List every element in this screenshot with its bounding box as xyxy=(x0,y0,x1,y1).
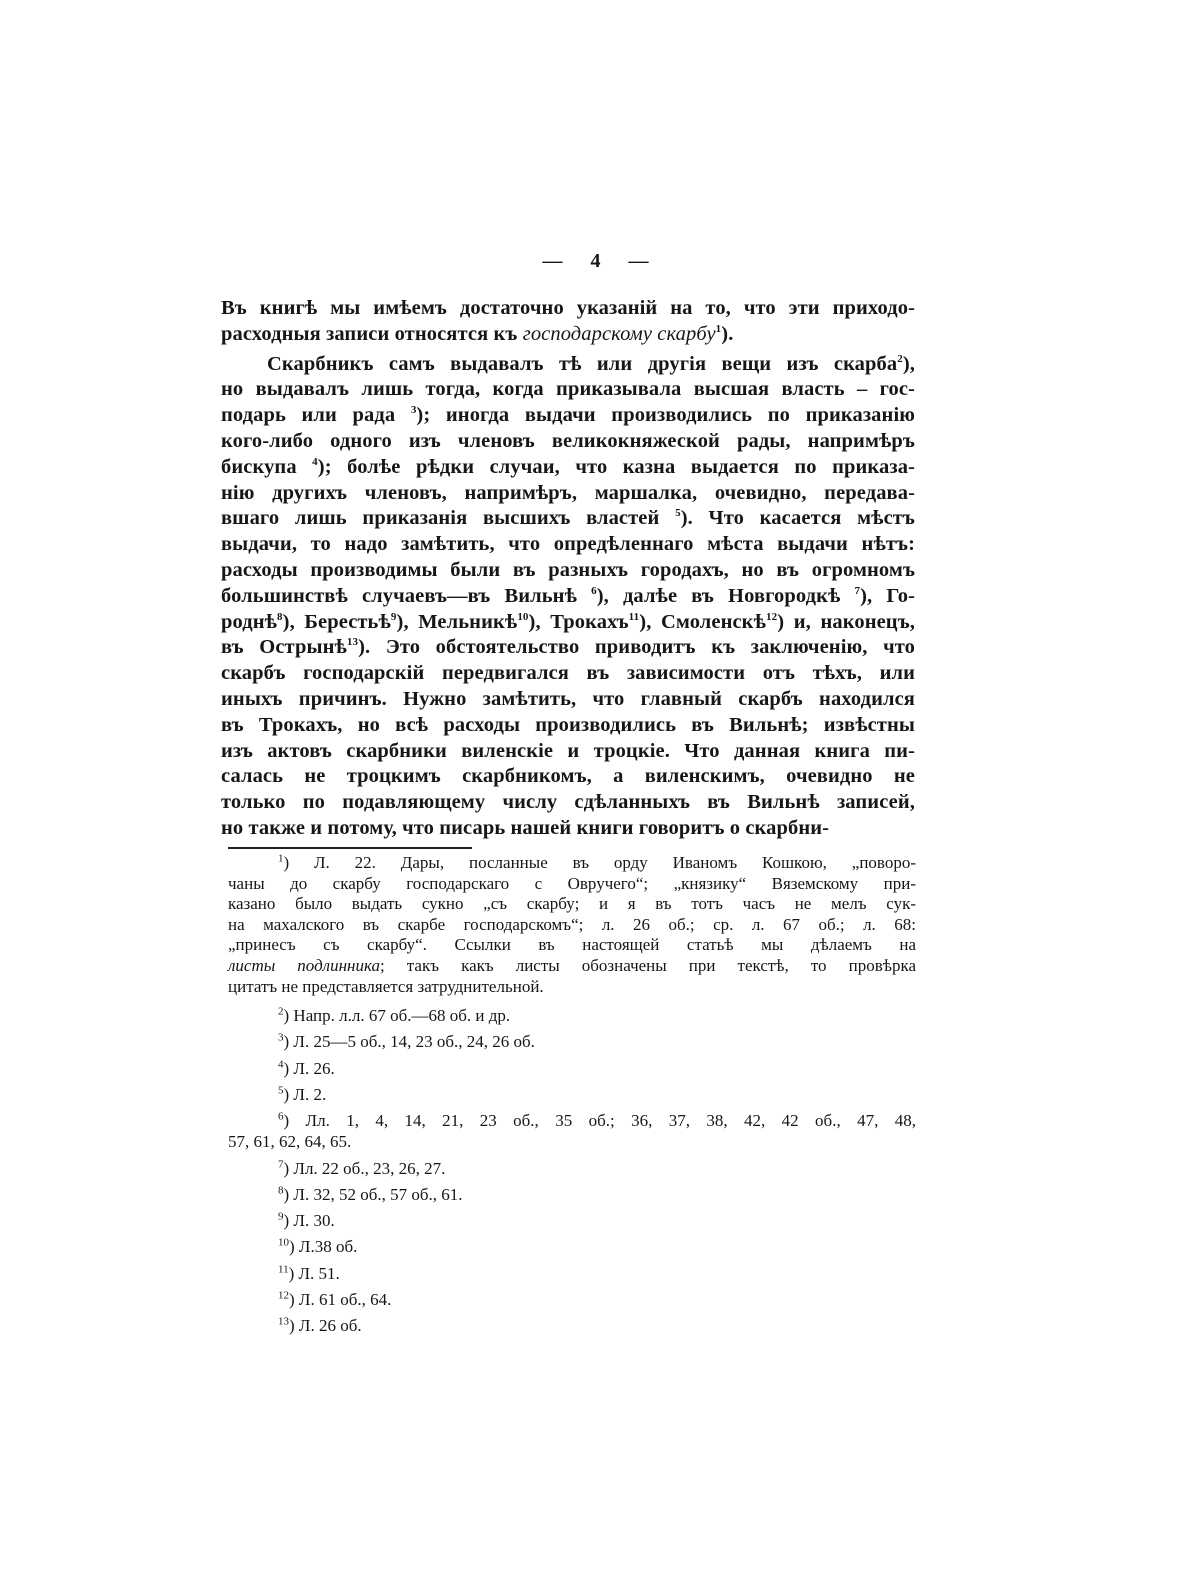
text-line xyxy=(221,790,915,816)
footnote-3 xyxy=(228,1029,916,1055)
footnote-text: ) Л. 30. xyxy=(283,1211,335,1231)
footnote-marker: 9 xyxy=(278,1210,284,1223)
text-run: Въ книгѣ мы имѣемъ достаточно указаній на то, что эти приходо- xyxy=(221,297,915,319)
text-line xyxy=(221,481,915,507)
footnote-marker: 10 xyxy=(517,610,529,623)
text-line xyxy=(221,352,915,378)
footnote-marker: 13 xyxy=(278,1315,289,1328)
text-run: ), Го- xyxy=(860,584,915,607)
text-run: бискупа xyxy=(221,455,313,478)
footnote-marker: 10 xyxy=(278,1236,289,1249)
footnote-line xyxy=(228,935,916,956)
footnote-line xyxy=(228,853,916,874)
text-run: въ Острынѣ xyxy=(221,636,347,659)
italic-text: господарскому скарбу xyxy=(522,322,716,345)
text-run: ), далѣе въ Новгородкѣ xyxy=(596,584,855,607)
footnote-9 xyxy=(228,1208,916,1234)
footnote-5 xyxy=(228,1082,916,1108)
text-line xyxy=(221,584,915,610)
text-line xyxy=(221,532,915,558)
text-line xyxy=(221,713,915,739)
text-run: выдачи, то надо замѣтить, что опредѣленнаго мѣста выдачи нѣтъ: xyxy=(221,533,915,556)
text-run: ; такъ какъ листы обозначены при текстѣ, то провѣрка xyxy=(380,955,916,975)
footnote-marker: 6 xyxy=(278,1110,284,1123)
footnote-marker: 4 xyxy=(312,455,318,468)
footnote-marker: 8 xyxy=(278,1184,284,1197)
text-run: подарь или рада xyxy=(221,404,411,427)
footnote-7 xyxy=(228,1156,916,1182)
footnote-12 xyxy=(228,1287,916,1313)
text-run: ) Лл. 1, 4, 14, 21, 23 об., 35 об.; 36, 37, 38, 42, 42 об., 47, 48, xyxy=(283,1111,916,1131)
footnote-8 xyxy=(228,1182,916,1208)
footnote-text: ) Л. 25—5 об., 14, 23 об., 24, 26 об. xyxy=(283,1032,535,1052)
footnote-line xyxy=(228,1132,916,1153)
dash: — xyxy=(628,250,649,272)
footnote-marker: 9 xyxy=(390,610,397,623)
footnote-marker: 6 xyxy=(591,584,597,597)
text-line xyxy=(221,455,915,481)
page-header xyxy=(0,250,1191,273)
footnote-text: ) Л. 32, 52 об., 57 об., 61. xyxy=(283,1184,463,1204)
text-run: ) и, наконецъ, xyxy=(777,610,915,633)
footnote-10 xyxy=(228,1234,916,1260)
footnote-text: ) Напр. л.л. 67 об.—68 об. и др. xyxy=(283,1006,511,1026)
footnote-line xyxy=(228,977,916,998)
text-line xyxy=(221,322,915,348)
text-run: ). xyxy=(721,322,734,345)
text-run: ), Смоленскѣ xyxy=(639,610,767,633)
footnote-marker: 3 xyxy=(278,1031,284,1044)
text-line xyxy=(221,558,915,584)
footnote-2 xyxy=(228,1003,916,1029)
footnote-4 xyxy=(228,1056,916,1082)
text-line xyxy=(221,429,915,455)
text-run: „принесъ съ скарбу“. Ссылки въ настоящей статьѣ мы дѣлаемъ на xyxy=(228,935,916,955)
text-run: ), Трокахъ xyxy=(528,610,629,633)
text-line xyxy=(221,610,915,636)
text-run: ), xyxy=(902,352,915,375)
footnote-line xyxy=(228,894,916,915)
text-run: 57, 61, 62, 64, 65. xyxy=(228,1131,352,1151)
footnote-divider xyxy=(228,847,472,849)
text-run: иныхъ причинъ. Нужно замѣтить, что главный скарбъ находился xyxy=(221,687,915,710)
footnote-1 xyxy=(228,853,916,997)
footnote-line xyxy=(228,956,916,977)
footnote-line xyxy=(228,915,916,936)
footnote-marker: 11 xyxy=(628,610,640,623)
footnote-line xyxy=(228,874,916,895)
text-run: ); болѣе рѣдки случаи, что казна выдается по приказа- xyxy=(317,455,915,478)
text-run: расходы производимы были въ разныхъ городахъ, но въ огромномъ xyxy=(221,558,915,581)
text-run: нію другихъ членовъ, напримѣръ, маршалка, очевидно, передава- xyxy=(221,481,915,504)
footnote-text: ) Л. 26 об. xyxy=(289,1316,362,1336)
footnote-marker: 12 xyxy=(278,1289,289,1302)
text-run: казано было выдать сукно „съ скарбу; и я въ тотъ часъ не мелъ сук- xyxy=(228,894,916,914)
text-run: ); иногда выдачи производились по приказанію xyxy=(416,404,915,427)
footnote-line xyxy=(228,1111,916,1132)
footnote-13 xyxy=(228,1313,916,1339)
footnote-marker: 7 xyxy=(854,584,861,597)
text-run: вшаго лишь приказанія высшихъ властей xyxy=(221,507,676,530)
footnote-text: ) Л. 2. xyxy=(283,1085,327,1105)
italic-text: листы подлинника xyxy=(228,955,380,975)
footnote-text: ) Л. 61 об., 64. xyxy=(289,1290,392,1310)
footnote-marker: 5 xyxy=(278,1084,284,1097)
text-line xyxy=(221,377,915,403)
text-line xyxy=(221,296,915,322)
text-run: салась не троцкимъ скарбникомъ, а виленскимъ, очевидно не xyxy=(221,765,915,788)
text-run: цитатъ не представляется затруднительной. xyxy=(228,976,544,996)
text-run: роднѣ xyxy=(221,610,278,633)
footnote-text: ) Л. 51. xyxy=(288,1263,340,1283)
footnote-text: ) Лл. 22 об., 23, 26, 27. xyxy=(283,1158,446,1178)
text-run: только по подавляющему числу сдѣланныхъ въ Вильнѣ записей, xyxy=(221,791,915,814)
text-run: расходныя записи относятся къ xyxy=(221,322,523,345)
text-run: ), Берестьѣ xyxy=(282,610,391,633)
text-line xyxy=(221,687,915,713)
text-run: чаны до скарбу господарскаго с Овручего“; „князику“ Вяземскому при- xyxy=(228,873,916,893)
footnote-marker: 2 xyxy=(278,1005,284,1018)
footnote-marker: 11 xyxy=(278,1263,289,1276)
footnote-text: ) Л. 26. xyxy=(283,1058,335,1078)
footnote-marker: 1 xyxy=(278,852,284,865)
text-run: ). Это обстоятельство приводитъ къ заключенію, что xyxy=(358,636,915,659)
body-text xyxy=(221,296,915,842)
text-run: но также и потому, что писарь нашей книги говоритъ о скарбни- xyxy=(221,816,830,839)
text-line xyxy=(221,403,915,429)
text-run: большинствѣ случаевъ—въ Вильнѣ xyxy=(221,584,592,607)
footnote-marker: 8 xyxy=(277,610,283,623)
page-number: 4 xyxy=(590,250,601,272)
footnote-marker: 13 xyxy=(346,636,359,649)
dash: — xyxy=(542,250,563,272)
text-run: ) Л. 22. Дары, посланные въ орду Иваномъ Кошкою, „поворо- xyxy=(283,853,916,872)
text-line xyxy=(221,635,915,661)
footnote-marker: 12 xyxy=(766,610,778,623)
footnote-marker: 4 xyxy=(278,1058,284,1071)
footnotes xyxy=(228,853,916,1340)
text-line xyxy=(221,739,915,765)
footnote-6 xyxy=(228,1111,916,1152)
text-run: ), Мельникѣ xyxy=(396,610,518,633)
footnote-marker: 5 xyxy=(675,507,681,520)
text-run: въ Трокахъ, но всѣ расходы производились въ Вильнѣ; извѣстны xyxy=(221,713,915,736)
footnote-text: ) Л.38 об. xyxy=(289,1237,358,1257)
text-line xyxy=(221,764,915,790)
text-line xyxy=(221,506,915,532)
text-run: скарбъ господарскій передвигался въ зависимости отъ тѣхъ, или xyxy=(221,662,915,685)
footnote-marker: 3 xyxy=(410,404,417,417)
text-run: но выдавалъ лишь тогда, когда приказывала высшая власть – гос- xyxy=(221,378,915,401)
text-run: изъ актовъ скарбники виленскіе и троцкіе. Что данная книга пи- xyxy=(221,739,915,762)
text-run: Скарбникъ самъ выдавалъ тѣ или другія вещи изъ скарба xyxy=(267,352,898,375)
footnote-11 xyxy=(228,1261,916,1287)
text-run: кого-либо одного изъ членовъ великокняжеской рады, напримѣръ xyxy=(221,429,915,452)
text-run: на махалского въ скарбе господарскомъ“; л. 26 об.; ср. л. 67 об.; л. 68: xyxy=(228,914,916,934)
text-run: ). Что касается мѣстъ xyxy=(680,507,915,530)
text-line xyxy=(221,661,915,687)
text-line xyxy=(221,816,915,842)
footnote-marker: 7 xyxy=(278,1157,284,1170)
footnote-marker: 2 xyxy=(897,352,903,365)
footnote-marker: 1 xyxy=(715,322,722,335)
